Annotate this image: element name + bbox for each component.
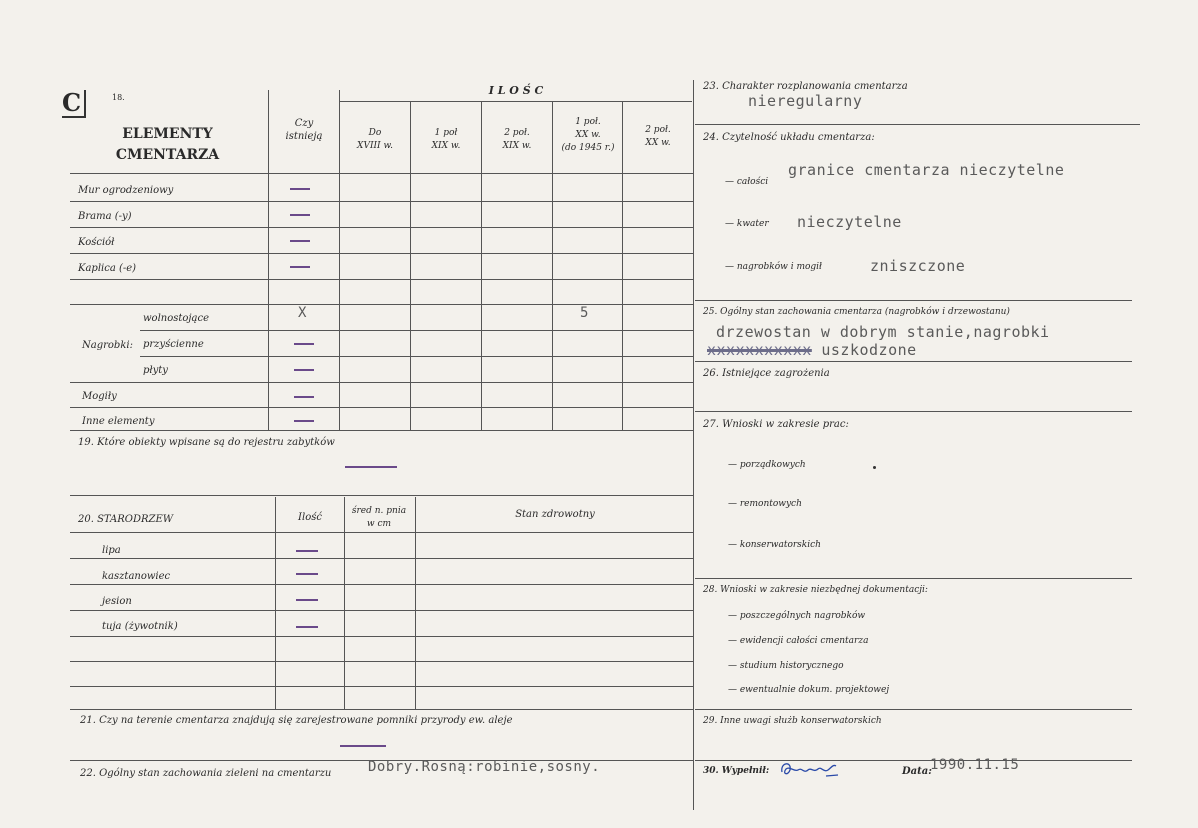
q20-label: 20. STARODRZEW: [78, 514, 174, 525]
row-kosciol: Kościół: [78, 237, 115, 248]
vrule-1: [268, 90, 269, 430]
col-srednica-l2: w cm: [366, 519, 392, 529]
col-3-l1: 2 poł.: [504, 128, 530, 138]
q19-label: 19. Które obiekty wpisane są do rejestru zabytków: [78, 437, 335, 448]
q23-label: 23. Charakter rozplanowania cmentarza: [703, 81, 908, 92]
table-title-line2: CMENTARZA: [115, 147, 220, 163]
tree-jesion: jesion: [102, 596, 132, 607]
row-rule: [140, 356, 693, 357]
data-label: Data:: [902, 766, 932, 777]
col-1-l2: XVIII w.: [357, 141, 393, 151]
vrule-4: [481, 102, 482, 430]
q24-kwater-answer: nieczytelne: [797, 213, 902, 231]
row-rule: [70, 532, 693, 533]
q27-label: 27. Wnioski w zakresie prac:: [703, 419, 849, 430]
q25-answer-line1: drzewostan w dobrym stanie,nagrobki: [716, 323, 1050, 341]
q28-item-2: — ewidencji całości cmentarza: [728, 636, 869, 646]
col-srednica-l1: śred n. pnia: [351, 506, 407, 516]
row-inne: Inne elementy: [82, 416, 155, 427]
q21-dash: [340, 745, 386, 747]
ilosc-rule: [340, 101, 692, 102]
row-rule: [70, 227, 693, 228]
q28-item-1: — poszczególnych nagrobków: [728, 611, 866, 621]
q24-rule: [695, 300, 1132, 301]
q24-kwater-label: — kwater: [725, 219, 769, 229]
row-rule: [70, 201, 693, 202]
q22-answer: Dobry.Rosną:robinie,sosny.: [368, 759, 601, 775]
q24-nagrobkow-answer: zniszczone: [870, 257, 966, 275]
col-4-l2: XX w.: [575, 130, 601, 140]
q26-rule: [695, 411, 1132, 412]
col-1pol-xix: [411, 127, 481, 153]
q23-answer: nieregularny: [748, 92, 863, 110]
date-value: 1990.11.15: [930, 757, 1020, 773]
col-2pol-xx: [623, 124, 693, 150]
q25-rule: [695, 361, 1132, 362]
q29-rule: [695, 760, 1132, 761]
vrule-3: [410, 102, 411, 430]
q21-label: 21. Czy na terenie cmentarza znajdują się zarejestrowane pomniki przyrody ew. aleje: [80, 715, 513, 726]
row-kaplica: Kaplica (-e): [78, 263, 137, 274]
row-rule: [70, 661, 693, 662]
dash-mark: [296, 599, 318, 601]
row-rule: [70, 430, 693, 431]
col-5-l2: XX w.: [645, 138, 671, 148]
col-2-l2: XIX w.: [431, 141, 461, 151]
table-title: [95, 124, 240, 166]
q22-label: 22. Ogólny stan zachowania zieleni na cmentarzu: [80, 768, 332, 779]
dash-mark: [294, 396, 314, 398]
col-5-l1: 2 poł.: [645, 125, 671, 135]
dash-mark: [290, 266, 310, 268]
row-rule: [70, 253, 693, 254]
vrule-5: [552, 102, 553, 430]
tree-kasztanowiec: kasztanowiec: [102, 571, 171, 582]
header-bottom-rule: [70, 173, 693, 174]
row-nagrobki: Nagrobki:: [82, 340, 133, 351]
row-rule: [140, 330, 693, 331]
col-1-l1: Do: [368, 128, 382, 138]
row-rule: [70, 610, 693, 611]
row-rule: [70, 407, 693, 408]
row-mogily: Mogiły: [82, 391, 117, 402]
col-4-l1: 1 poł.: [575, 117, 601, 127]
q23-rule: [695, 124, 1140, 125]
col-2-l1: 1 poł: [434, 128, 458, 138]
q27-rule: [695, 578, 1132, 579]
wolno-1pol-xx-count: 5: [580, 305, 589, 321]
vrule-2: [339, 90, 340, 430]
vrule-6: [622, 102, 623, 430]
q25-struck-text: xxxxxxxxxxx: [707, 341, 812, 359]
q24-nagrobkow-label: — nagrobków i mogił: [725, 262, 822, 272]
center-divider: [693, 80, 694, 810]
q27-konserwatorskich: — konserwatorskich: [728, 540, 821, 550]
col-czy-l1: Czy: [294, 118, 314, 129]
signature-image: [778, 758, 840, 780]
table-title-line1: ELEMENTY: [122, 126, 213, 142]
q26-label: 26. Istniejące zagrożenia: [703, 368, 830, 379]
col-rule: [415, 497, 416, 709]
dash-mark: [296, 626, 318, 628]
row-rule: [70, 279, 693, 280]
signature-scribble: [778, 758, 840, 780]
col-srednica: [345, 505, 413, 531]
q25-answer-uszkodzone: uszkodzone: [821, 341, 917, 359]
q28-label: 28. Wnioski w zakresie niezbędnej dokumentacji:: [703, 585, 928, 595]
col-2pol-xix: [482, 127, 552, 153]
q25-label: 25. Ogólny stan zachowania cmentarza (nagrobków i drzewostanu): [703, 307, 1010, 317]
question-number-18: 18.: [112, 93, 125, 102]
row-brama: Brama (-y): [78, 211, 132, 222]
row-plyty: płyty: [143, 365, 168, 376]
col-rule: [344, 497, 345, 709]
dash-mark: [296, 550, 318, 552]
row-wolnostojace: wolnostojące: [143, 313, 209, 324]
q24-label: 24. Czytelność układu cmentarza:: [703, 132, 875, 143]
row-rule: [70, 636, 693, 637]
dash-mark: [294, 369, 314, 371]
dash-mark: [296, 573, 318, 575]
row-mur: Mur ogrodzeniowy: [78, 185, 174, 196]
row-rule: [70, 304, 693, 305]
row-rule: [70, 584, 693, 585]
tree-lipa: lipa: [102, 545, 121, 556]
dash-mark: [290, 214, 310, 216]
q27-remontowych: — remontowych: [728, 499, 802, 509]
dash-mark: [294, 420, 314, 422]
col-stan-zdrowotny: Stan zdrowotny: [515, 509, 595, 520]
q29-label: 29. Inne uwagi służb konserwatorskich: [703, 716, 882, 726]
col-4-l3: (do 1945 r.): [561, 143, 615, 153]
dash-mark: [290, 240, 310, 242]
row-rule: [70, 558, 693, 559]
row-rule: [70, 709, 693, 710]
row-przyscienne: przyścienne: [143, 339, 204, 350]
dash-mark: [294, 343, 314, 345]
row-rule: [70, 686, 693, 687]
col-do-xviii: [340, 127, 410, 153]
q19-bottom-rule: [70, 495, 693, 496]
col-rule: [275, 497, 276, 709]
ink-dot: [873, 466, 876, 469]
col-czy-l2: istnieją: [285, 131, 323, 142]
q24-calosci-label: — całości: [725, 177, 769, 187]
ilosc-header: I L O Ś C: [488, 84, 544, 97]
q25-answer-line2: [707, 341, 917, 359]
row-rule: [70, 382, 693, 383]
q27-porzadkowych: — porządkowych: [728, 460, 806, 470]
dash-mark: [290, 188, 310, 190]
col-1pol-xx: [553, 116, 623, 155]
q28-item-3: — studium historycznego: [728, 661, 844, 671]
col-3-l2: XIX w.: [502, 141, 532, 151]
q28-item-4: — ewentualnie dokum. projektowej: [728, 685, 890, 695]
col-ilosc: Ilość: [298, 512, 322, 523]
section-letter: C: [62, 90, 86, 118]
q28-rule: [695, 709, 1132, 710]
wolno-czy-mark: X: [298, 305, 307, 321]
q19-dash: [345, 466, 397, 468]
q24-calosci-answer: granice cmentarza nieczytelne: [788, 161, 1065, 179]
q30-label: 30. Wypełnił:: [703, 766, 770, 776]
col-czy-istnieja: [273, 117, 335, 143]
tree-tuja: tuja (żywotnik): [102, 621, 178, 632]
